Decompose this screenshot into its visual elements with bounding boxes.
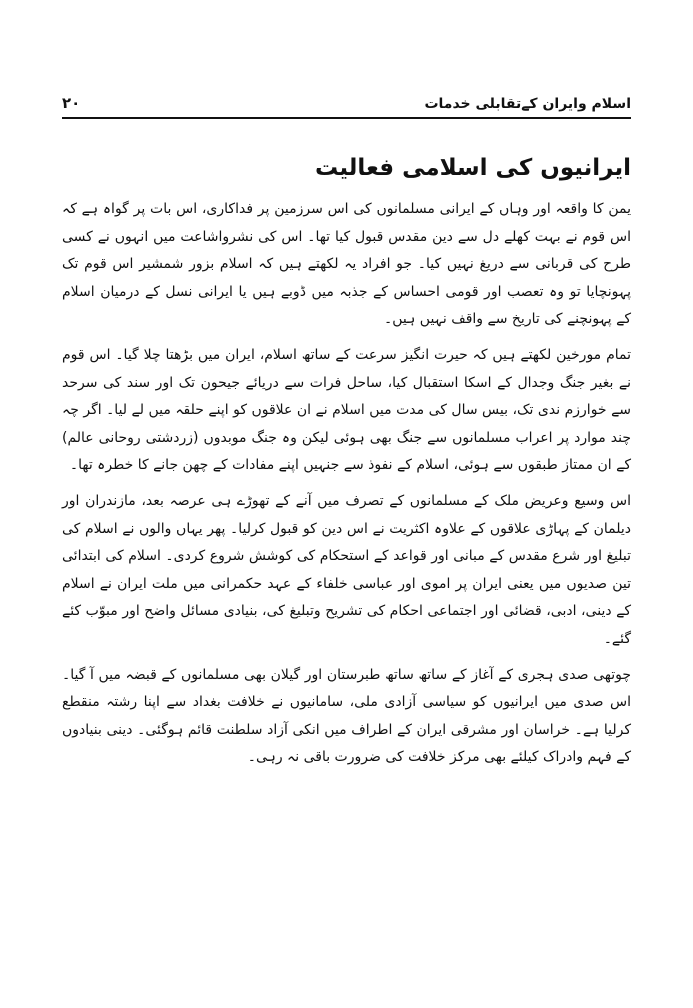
paragraph-4: چوتھی صدی ہجری کے آغاز کے ساتھ ساتھ طبرستان اور گیلان بھی مسلمانوں کے قبضہ میں آ گیا۔ اس صدی میں ایرانیوں کو سیاسی آزادی ملی، سامانیوں نے خلافت بغداد سے اپنا رشتہ منقطع کرلیا ہے۔ خراسان اور مشرقی ایران کے اطراف میں انکی آزاد سلطنت قائم ہوگئی۔ دینی بنیادوں کے فہم وادراک کیلئے بھی مرکز خلافت کی ضرورت باقی نہ رہی۔ bbox=[62, 666, 631, 766]
page-body bbox=[62, 140, 631, 772]
running-title: اسلام وایران کےتقابلی خدمات bbox=[424, 96, 631, 112]
section-heading: ایرانیوں کی اسلامی فعالیت bbox=[315, 155, 631, 181]
paragraph-3: اس وسیع وعریض ملک کے مسلمانوں کے تصرف میں آنے کے تھوڑے ہی عرصہ بعد، مازندران اور دیلمان کے پہاڑی علاقوں کے علاوہ اکثریت نے اس دین کو قبول کرلیا۔ پھر یہاں والوں نے اسلام کی تبلیغ اور شرع مقدس کے مبانی اور قواعد کے استحکام کی کوشش شروع کردی۔ اسلام کی ابتدائی تین صدیوں میں یعنی ایران پر اموی اور عباسی خلفاء کے عہد حکمرانی میں ملت ایران نے اسلام کے دینی، ادبی، قضائی اور اجتماعی احکام کی تشریح وتبلیغ کی، بنیادی مسائل واضح اور مبوّب کئے گئے۔ bbox=[62, 492, 631, 647]
header-rule bbox=[62, 117, 631, 119]
running-header bbox=[62, 86, 631, 112]
paragraph-2: تمام مورخین لکھتے ہیں کہ حیرت انگیز سرعت کے ساتھ اسلام، ایران میں بڑھتا چلا گیا۔ اس قوم نے بغیر جنگ وجدال کے اسکا استقبال کیا، ساحل فرات سے دریائے جیحون تک اور سند کی سرحد سے خوارزم ندی تک، بیس سال کی مدت میں اسلام نے ان علاقوں کو اپنے حلقہ میں لے لیا۔ اگر چہ چند موارد پر اعراب مسلمانوں سے جنگ بھی ہوئی لیکن وہ جنگ موبدوں (زردشتی روحانی عالم) کے ان ممتاز طبقوں سے ہوئی، اسلام کے نفوذ سے جنہیں اپنے مفادات کے چھن جانے کا خطرہ تھا۔ bbox=[62, 346, 631, 474]
paragraph-1: یمن کا واقعہ اور وہاں کے ایرانی مسلمانوں کی اس سرزمین پر فداکاری، اس بات پر گواہ ہے کہ اس قوم نے بہت کھلے دل سے دین مقدس قبول کیا تھا۔ اس کی نشرواشاعت میں انہوں نے کسی طرح کی قربانی سے دریغ نہیں کیا۔ جو افراد یہ لکھتے ہیں کہ اسلام بزور شمشیر اس قوم تک پہونچایا تو وہ تعصب اور قومی احساس کے جذبہ میں ڈوبے ہیں یا ایرانی نسل کے درمیان اسلام کے پہونچنے کی تاریخ سے واقف نہیں ہیں۔ bbox=[62, 201, 631, 328]
page-number: ۲۰ bbox=[62, 94, 81, 112]
